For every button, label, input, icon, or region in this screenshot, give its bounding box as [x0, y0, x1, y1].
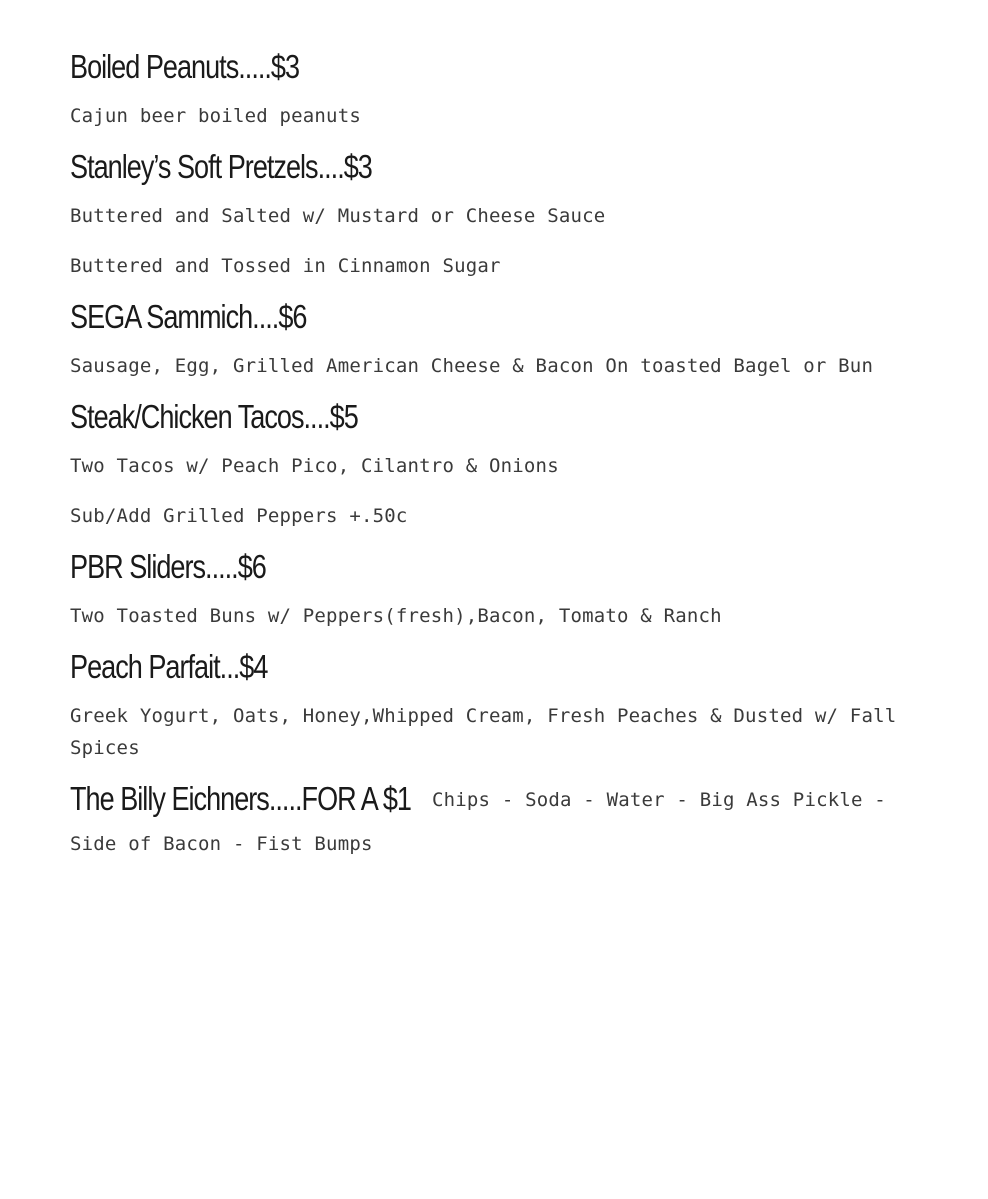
menu-item-title: Stanley’s Soft Pretzels....$3 — [70, 148, 372, 185]
menu-item-description: Sausage, Egg, Grilled American Cheese & Bacon On toasted Bagel or Bun — [70, 355, 874, 377]
menu-item-description: Cajun beer boiled peanuts — [70, 105, 361, 127]
menu-item-description: Side of Bacon - Fist Bumps — [70, 833, 373, 855]
menu-item-description: Buttered and Tossed in Cinnamon Sugar — [70, 255, 501, 277]
menu-item-description: Sub/Add Grilled Peppers +.50c — [70, 505, 408, 527]
menu-item-description: Greek Yogurt, Oats, Honey,Whipped Cream, Fresh Peaches & Dusted w/ Fall Spices — [70, 705, 897, 759]
menu-item-description: Buttered and Salted w/ Mustard or Cheese Sauce — [70, 205, 606, 227]
menu-item-title: PBR Sliders.....$6 — [70, 548, 266, 585]
menu-item-title: Peach Parfait...$4 — [70, 648, 268, 685]
menu-item-description: Two Toasted Buns w/ Peppers(fresh),Bacon, Tomato & Ranch — [70, 605, 722, 627]
menu-item-title: The Billy Eichners.....FOR A $1 — [70, 780, 411, 817]
menu-item-title: SEGA Sammich....$6 — [70, 298, 307, 335]
menu-item-inline-description: Chips - Soda - Water - Big Ass Pickle - — [432, 789, 886, 811]
menu-item-title: Steak/Chicken Tacos....$5 — [70, 398, 358, 435]
menu-item-title: Boiled Peanuts.....$3 — [70, 48, 300, 85]
menu — [70, 44, 960, 860]
menu-item-description: Two Tacos w/ Peach Pico, Cilantro & Onions — [70, 455, 559, 477]
menu-item-inline-row — [70, 776, 960, 822]
